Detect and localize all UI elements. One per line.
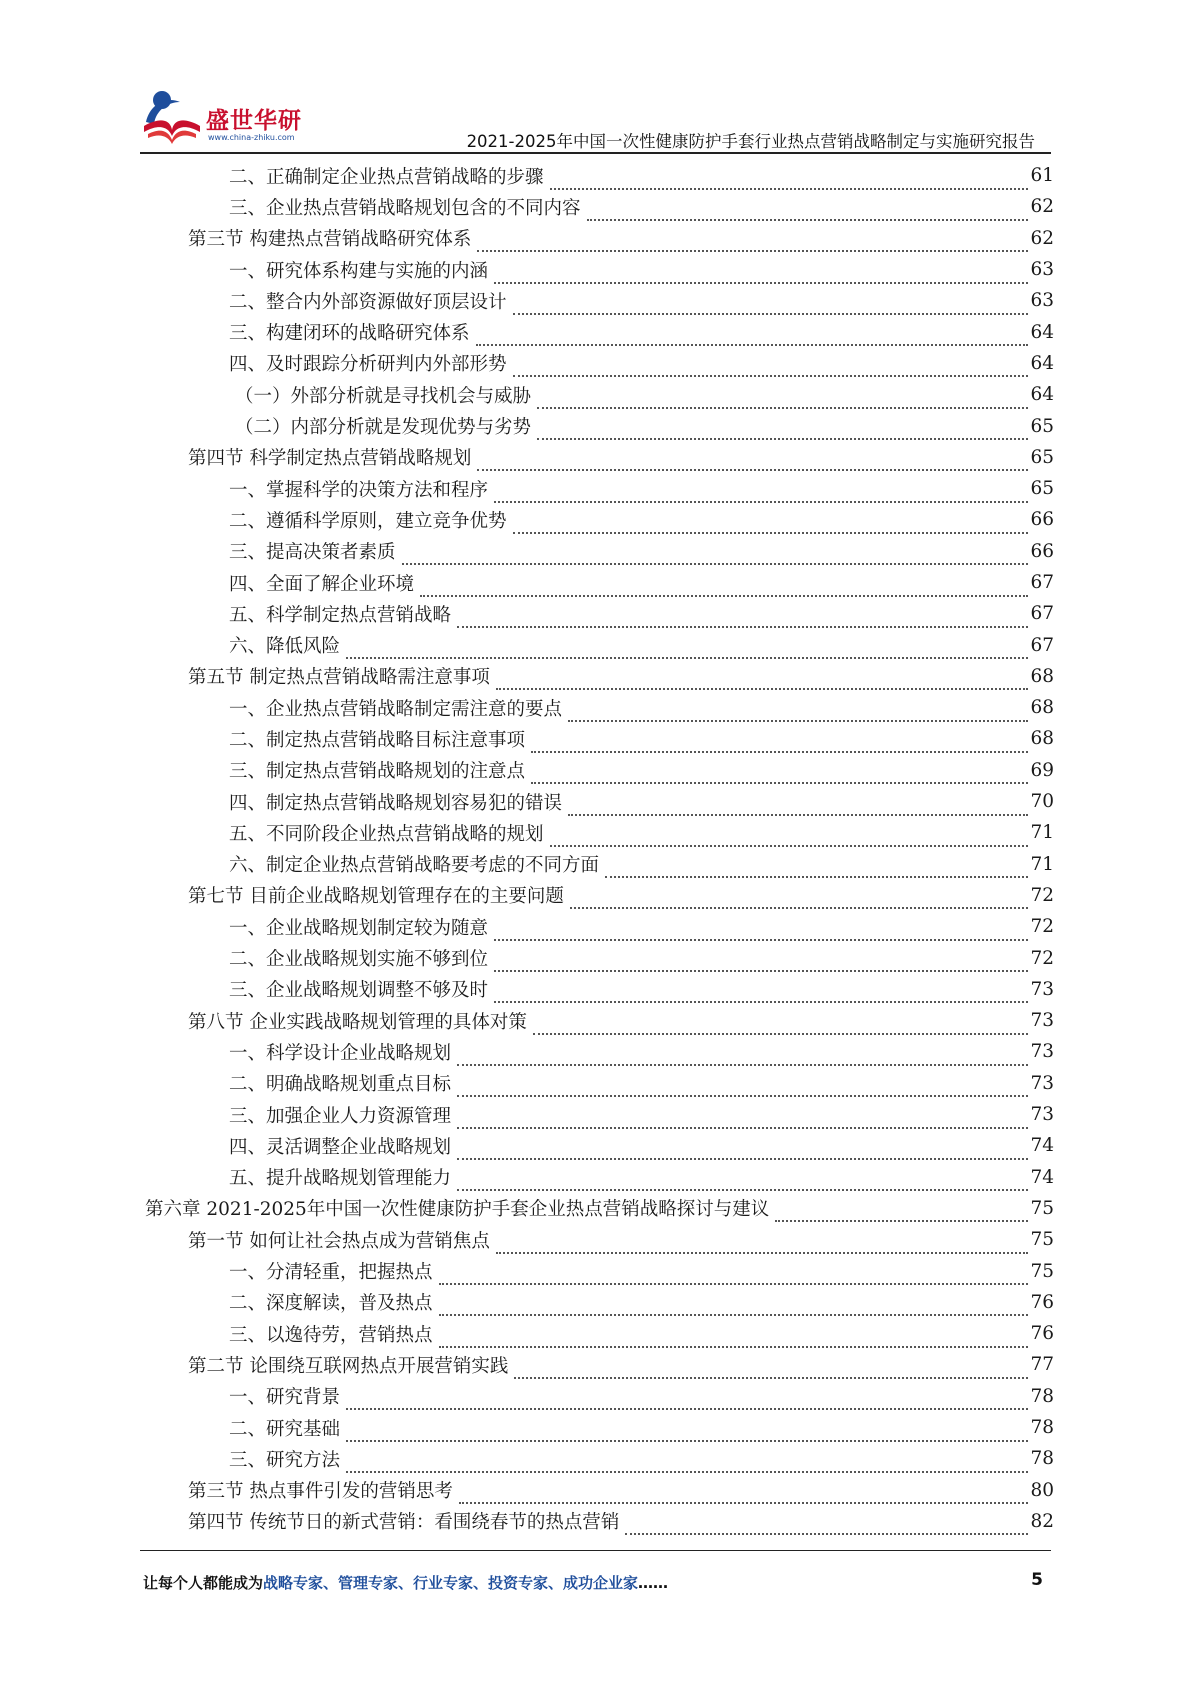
toc-entry-title: 三、构建闭环的战略研究体系 — [229, 323, 470, 345]
toc-entry-page: 67 — [1030, 603, 1054, 625]
toc-entry-title: 五、提升战略规划管理能力 — [229, 1168, 452, 1190]
toc-entry-page: 78 — [1030, 1417, 1054, 1439]
toc-entry-title: 第八节 企业实践战略规划管理的具体对策 — [188, 1011, 527, 1033]
toc-entry[interactable] — [145, 348, 1054, 379]
toc-dot-leader — [513, 375, 1029, 377]
toc-entry[interactable] — [145, 1036, 1054, 1067]
logo-name: 盛世华研 — [206, 108, 302, 134]
toc-entry[interactable] — [145, 1255, 1054, 1286]
logo-url: www.china-zhiku.com — [208, 133, 295, 142]
toc-entry-title: 四、全面了解企业环境 — [229, 573, 415, 595]
toc-entry-title: 第二节 论围绕互联网热点开展营销实践 — [188, 1355, 509, 1377]
toc-entry-page: 68 — [1030, 697, 1054, 719]
toc-entry-title: 二、深度解读，普及热点 — [229, 1293, 433, 1315]
toc-entry-title: 一、研究背景 — [229, 1387, 341, 1409]
logo-book-icon — [140, 82, 204, 148]
toc-entry-title: 第四节 传统节日的新式营销：看围绕春节的热点营销 — [188, 1512, 620, 1534]
toc-dot-leader — [457, 1127, 1028, 1129]
toc-entry-title: 四、及时跟踪分析研判内外部形势 — [229, 354, 507, 376]
toc-entry-title: 二、正确制定企业热点营销战略的步骤 — [229, 166, 544, 188]
toc-dot-leader — [570, 907, 1029, 909]
toc-entry-title: 三、企业战略规划调整不够及时 — [229, 980, 489, 1002]
toc-entry-title: 六、降低风险 — [229, 636, 341, 658]
toc-entry-title: 三、制定热点营销战略规划的注意点 — [229, 761, 526, 783]
toc-entry-title: 四、灵活调整企业战略规划 — [229, 1136, 452, 1158]
toc-dot-leader — [513, 313, 1029, 315]
company-logo — [140, 82, 320, 148]
toc-entry-title: 第七节 目前企业战略规划管理存在的主要问题 — [188, 886, 564, 908]
slogan-suffix: …… — [638, 1574, 669, 1592]
toc-dot-leader — [496, 688, 1029, 690]
toc-entry-title: 一、掌握科学的决策方法和程序 — [229, 479, 489, 501]
toc-entry-page: 75 — [1030, 1229, 1054, 1251]
toc-entry[interactable] — [145, 1130, 1054, 1161]
toc-entry[interactable] — [145, 723, 1054, 754]
toc-entry-page: 70 — [1030, 791, 1054, 813]
toc-entry[interactable] — [145, 316, 1054, 347]
toc-entry-title: 二、遵循科学原则，建立竞争优势 — [229, 510, 507, 532]
toc-entry[interactable] — [145, 442, 1054, 473]
toc-entry-title: 一、研究体系构建与实施的内涵 — [229, 260, 489, 282]
toc-entry-page: 64 — [1030, 384, 1054, 406]
toc-entry-title: 二、制定热点营销战略目标注意事项 — [229, 729, 526, 751]
toc-entry-page: 73 — [1030, 1041, 1054, 1063]
toc-dot-leader — [439, 1283, 1029, 1285]
toc-entry-title: 第三节 热点事件引发的营销思考 — [188, 1481, 453, 1503]
report-title: 2021-2025年中国一次性健康防护手套行业热点营销战略制定与实施研究报告 — [466, 132, 1035, 151]
toc-dot-leader — [494, 970, 1028, 972]
toc-entry-title: 一、企业战略规划制定较为随意 — [229, 917, 489, 939]
toc-entry-page: 63 — [1030, 259, 1054, 281]
toc-entry[interactable] — [145, 379, 1054, 410]
toc-dot-leader — [420, 595, 1028, 597]
toc-dot-leader — [346, 657, 1028, 659]
toc-entry[interactable] — [145, 598, 1054, 629]
toc-entry-title: 三、研究方法 — [229, 1449, 341, 1471]
toc-entry-page: 62 — [1030, 227, 1054, 249]
toc-entry-title: （二）内部分析就是发现优势与劣势 — [235, 417, 532, 439]
toc-dot-leader — [514, 1377, 1028, 1379]
toc-entry-page: 75 — [1030, 1197, 1054, 1219]
toc-entry-page: 64 — [1030, 352, 1054, 374]
toc-entry-page: 73 — [1030, 1072, 1054, 1094]
toc-entry[interactable] — [145, 849, 1054, 880]
table-of-contents — [145, 160, 1054, 1537]
toc-entry-title: 三、加强企业人力资源管理 — [229, 1105, 452, 1127]
toc-entry-title: 五、科学制定热点营销战略 — [229, 604, 452, 626]
toc-entry[interactable] — [145, 254, 1054, 285]
toc-dot-leader — [346, 1471, 1028, 1473]
toc-entry[interactable] — [145, 285, 1054, 316]
toc-entry[interactable] — [145, 692, 1054, 723]
toc-entry-title: 二、明确战略规划重点目标 — [229, 1074, 452, 1096]
toc-dot-leader — [550, 845, 1029, 847]
toc-entry[interactable] — [145, 1068, 1054, 1099]
toc-entry-page: 63 — [1030, 290, 1054, 312]
toc-entry-page: 78 — [1030, 1448, 1054, 1470]
toc-dot-leader — [587, 219, 1029, 221]
toc-entry-page: 72 — [1030, 947, 1054, 969]
toc-dot-leader — [568, 814, 1028, 816]
toc-entry-title: 三、企业热点营销战略规划包含的不同内容 — [229, 197, 581, 219]
toc-entry[interactable] — [145, 504, 1054, 535]
toc-dot-leader — [457, 1095, 1028, 1097]
toc-entry-page: 61 — [1030, 165, 1054, 187]
toc-entry-title: 一、分清轻重，把握热点 — [229, 1262, 433, 1284]
toc-entry-title: 第一节 如何让社会热点成为营销焦点 — [188, 1230, 490, 1252]
toc-dot-leader — [494, 1001, 1028, 1003]
toc-dot-leader — [568, 720, 1028, 722]
toc-entry-page: 68 — [1030, 665, 1054, 687]
toc-entry[interactable] — [145, 786, 1054, 817]
toc-entry-page: 65 — [1030, 478, 1054, 500]
toc-entry-page: 72 — [1030, 884, 1054, 906]
toc-entry[interactable] — [145, 536, 1054, 567]
toc-entry-title: 第三节 构建热点营销战略研究体系 — [188, 229, 472, 251]
toc-entry-title: 三、以逸待劳，营销热点 — [229, 1324, 433, 1346]
toc-entry-page: 67 — [1030, 572, 1054, 593]
toc-entry-page: 82 — [1030, 1510, 1054, 1532]
toc-entry[interactable] — [145, 1099, 1054, 1130]
toc-entry-page: 75 — [1030, 1260, 1054, 1282]
toc-dot-leader — [476, 344, 1029, 346]
toc-entry[interactable] — [145, 1443, 1054, 1474]
toc-entry-title: 第六章 2021-2025年中国一次性健康防护手套企业热点营销战略探讨与建议 — [145, 1199, 770, 1221]
toc-entry[interactable] — [145, 974, 1054, 1005]
toc-entry[interactable] — [145, 755, 1054, 786]
toc-entry-page: 73 — [1030, 978, 1054, 1000]
toc-entry[interactable] — [145, 1005, 1054, 1036]
footer-divider — [140, 1550, 1051, 1551]
toc-entry[interactable] — [145, 1193, 1054, 1224]
toc-entry[interactable] — [145, 567, 1054, 598]
toc-entry[interactable] — [145, 1412, 1054, 1443]
toc-entry-page: 66 — [1030, 509, 1054, 531]
toc-entry[interactable] — [145, 1224, 1054, 1255]
toc-entry[interactable] — [145, 942, 1054, 973]
page-number: 5 — [1031, 1570, 1043, 1590]
toc-dot-leader — [346, 1440, 1028, 1442]
toc-entry-page: 77 — [1030, 1354, 1054, 1376]
toc-dot-leader — [457, 1064, 1028, 1066]
toc-dot-leader — [457, 1189, 1028, 1191]
header-divider — [140, 152, 1051, 154]
toc-entry-title: 六、制定企业热点营销战略要考虑的不同方面 — [229, 855, 600, 877]
toc-entry-page: 64 — [1030, 321, 1054, 343]
toc-dot-leader — [346, 1408, 1028, 1410]
toc-dot-leader — [625, 1533, 1028, 1535]
toc-entry-title: 二、研究基础 — [229, 1418, 341, 1440]
toc-entry[interactable] — [145, 1506, 1054, 1537]
toc-entry[interactable] — [145, 473, 1054, 504]
toc-entry[interactable] — [145, 1318, 1054, 1349]
toc-entry-page: 69 — [1030, 759, 1054, 781]
toc-dot-leader — [457, 1158, 1028, 1160]
footer-slogan — [143, 1572, 668, 1593]
toc-entry-page: 65 — [1030, 415, 1054, 437]
toc-entry-title: 四、制定热点营销战略规划容易犯的错误 — [229, 792, 563, 814]
toc-dot-leader — [537, 407, 1028, 409]
toc-entry-page: 66 — [1030, 540, 1054, 562]
toc-dot-leader — [531, 751, 1028, 753]
toc-dot-leader — [494, 939, 1028, 941]
toc-dot-leader — [775, 1220, 1028, 1222]
toc-entry[interactable] — [145, 629, 1054, 660]
toc-entry-title: 五、不同阶段企业热点营销战略的规划 — [229, 823, 544, 845]
toc-dot-leader — [533, 1033, 1029, 1035]
slogan-highlight: 战略专家、管理专家、行业专家、投资专家、成功企业家 — [263, 1574, 639, 1592]
toc-dot-leader — [477, 469, 1028, 471]
toc-entry[interactable] — [145, 160, 1054, 191]
toc-entry[interactable] — [145, 1349, 1054, 1380]
toc-dot-leader — [513, 532, 1029, 534]
toc-entry-page: 72 — [1030, 916, 1054, 938]
toc-entry-page: 80 — [1030, 1479, 1054, 1501]
toc-dot-leader — [494, 501, 1028, 503]
toc-dot-leader — [496, 1252, 1029, 1254]
toc-entry-title: 第四节 科学制定热点营销战略规划 — [188, 448, 472, 470]
toc-entry-page: 73 — [1030, 1010, 1054, 1032]
toc-entry-page: 74 — [1030, 1166, 1054, 1188]
toc-dot-leader — [537, 438, 1028, 440]
slogan-prefix: 让每个人都能成为 — [143, 1574, 264, 1592]
toc-entry-title: 三、提高决策者素质 — [229, 542, 396, 564]
toc-entry-page: 78 — [1030, 1385, 1054, 1407]
toc-entry-page: 68 — [1030, 728, 1054, 750]
toc-dot-leader — [402, 563, 1029, 565]
toc-entry-page: 74 — [1030, 1135, 1054, 1157]
toc-entry-title: 第五节 制定热点营销战略需注意事项 — [188, 667, 490, 689]
toc-entry-page: 65 — [1030, 446, 1054, 468]
toc-dot-leader — [494, 282, 1028, 284]
toc-entry-page: 67 — [1030, 634, 1054, 656]
toc-dot-leader — [531, 782, 1028, 784]
toc-entry-page: 62 — [1030, 196, 1054, 218]
toc-dot-leader — [457, 626, 1028, 628]
toc-entry-title: 一、科学设计企业战略规划 — [229, 1042, 452, 1064]
toc-entry[interactable] — [145, 191, 1054, 222]
toc-entry[interactable] — [145, 1474, 1054, 1505]
toc-entry-page: 76 — [1030, 1291, 1054, 1313]
toc-entry-title: 二、企业战略规划实施不够到位 — [229, 949, 489, 971]
toc-dot-leader — [439, 1314, 1029, 1316]
toc-entry-page: 71 — [1030, 853, 1054, 875]
toc-entry-page: 73 — [1030, 1104, 1054, 1126]
toc-entry[interactable] — [145, 1381, 1054, 1412]
toc-entry-title: 一、企业热点营销战略制定需注意的要点 — [229, 698, 563, 720]
toc-entry[interactable] — [145, 880, 1054, 911]
toc-entry-title: （一）外部分析就是寻找机会与威胁 — [235, 385, 532, 407]
toc-entry[interactable] — [145, 223, 1054, 254]
toc-entry[interactable] — [145, 661, 1054, 692]
toc-entry[interactable] — [145, 1162, 1054, 1193]
toc-entry[interactable] — [145, 1287, 1054, 1318]
toc-entry[interactable] — [145, 911, 1054, 942]
toc-dot-leader — [459, 1502, 1029, 1504]
toc-dot-leader — [477, 250, 1028, 252]
toc-dot-leader — [439, 1346, 1029, 1348]
toc-entry[interactable] — [145, 410, 1054, 441]
toc-entry[interactable] — [145, 817, 1054, 848]
toc-entry-title: 二、整合内外部资源做好顶层设计 — [229, 291, 507, 313]
toc-entry-page: 76 — [1030, 1323, 1054, 1345]
toc-entry-page: 71 — [1030, 822, 1054, 844]
toc-dot-leader — [605, 876, 1028, 878]
toc-dot-leader — [550, 188, 1029, 190]
